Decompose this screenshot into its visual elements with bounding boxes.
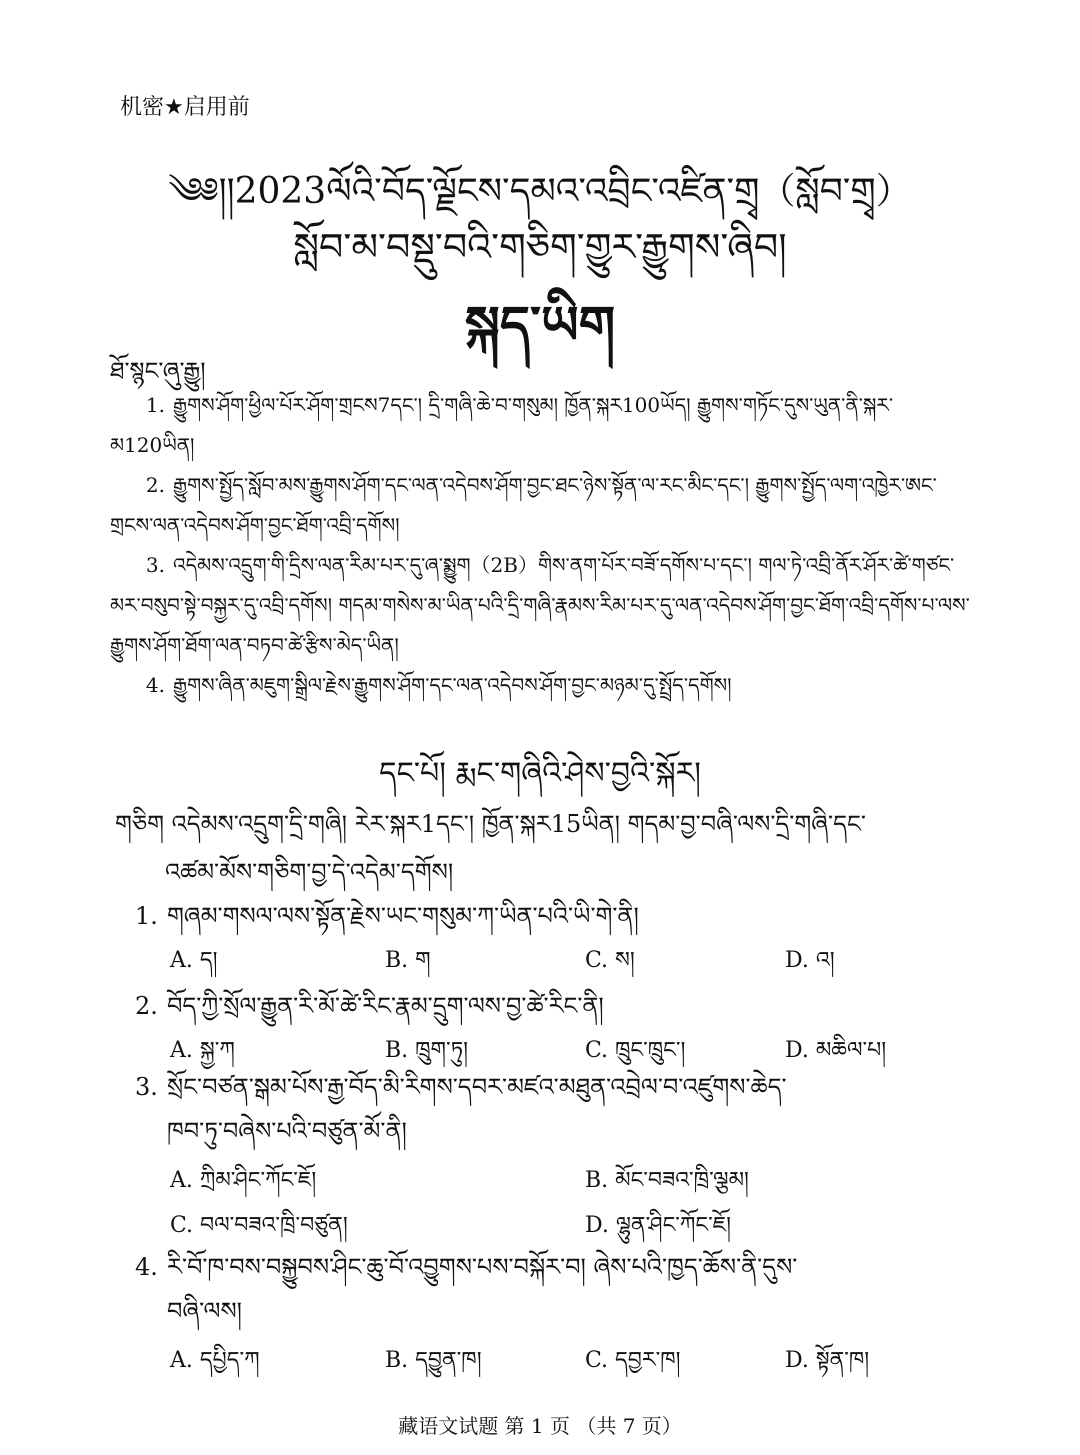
note-number: 1. bbox=[145, 393, 165, 417]
note-item bbox=[110, 665, 970, 705]
option-d[interactable]: D. མཆིལ་པ། bbox=[785, 1038, 887, 1063]
note-number: 3. bbox=[145, 553, 165, 577]
question-number: 4. bbox=[135, 1253, 158, 1281]
question-number: 3. bbox=[135, 1073, 158, 1101]
question-text-continued: ཁབ་ཏུ་བཞེས་པའི་བཙུན་མོ་ནི། bbox=[167, 1117, 407, 1145]
exam-title-line2: སློབ་མ་བསྡུ་བའི་གཅིག་གྱུར་རྒྱུགས་ཞིབ། bbox=[293, 225, 787, 269]
option-b[interactable]: B. དབྱུན་ཁ། bbox=[385, 1348, 482, 1373]
option-d[interactable]: D. ལྷུན་ཤིང་ཀོང་ཇོ། bbox=[585, 1213, 732, 1238]
question-4 bbox=[135, 1245, 975, 1333]
question-text: སྲོང་བཙན་སྒམ་པོས་རྒྱ་བོད་མི་རིགས་དབར་མཛའ་མཐུན་འབྲེལ་བ་འཛུགས་ཆེད་ bbox=[167, 1073, 787, 1101]
option-d[interactable]: D. སྟོན་ཁ། bbox=[785, 1348, 870, 1373]
page-footer: 藏语文试题 第 1 页 （共 7 页） bbox=[398, 1414, 682, 1438]
option-b[interactable]: B. ཁྲུག་ཏུ། bbox=[385, 1038, 469, 1063]
option-d[interactable]: D. འ། bbox=[785, 948, 835, 973]
option-c[interactable]: C. བལ་བཟའ་ཁྲི་བཙུན། bbox=[170, 1213, 348, 1238]
question-text: རི་བོ་ཁ་བས་བསྐྱུབས་ཤིང་ཆུ་བོ་འབྱུགས་པས་བསྐོར་བ། ཞེས་པའི་ཁྱད་ཆོས་ནི་དུས་ bbox=[167, 1253, 798, 1281]
section-title: དང་པོ། རྨང་གཞིའི་ཤེས་བྱའི་སྐོར། bbox=[379, 756, 701, 791]
option-a[interactable]: A. དཔྱིད་ཀ bbox=[170, 1348, 260, 1373]
option-b[interactable]: B. ག bbox=[385, 948, 431, 973]
note-text: རྒྱུགས་ཤོག་ཕྱིལ་པོར་ཤོག་གྲངས7དང་། དྲི་གཞི་ཆེ་བ་གསུམ། ཁྱོན་སྐར100ཡོད། རྒྱུགས་གཏོང་དུས་ཡུན་ནི་སྐར་མ120ཡིན། bbox=[110, 393, 894, 457]
option-a[interactable]: A. ད། bbox=[170, 948, 218, 973]
exam-subject-title: སྐད་ཡིག bbox=[464, 295, 616, 356]
option-b[interactable]: B. མོང་བཟའ་ཁྲི་ལྕམ། bbox=[585, 1168, 749, 1193]
question-number: 1. bbox=[135, 902, 158, 930]
note-text: རྒྱུགས་སྤྱོད་སློབ་མས་རྒྱུགས་ཤོག་དང་ལན་འདེབས་ཤོག་བྱང་ཐང་ཉེས་སྟོན་ལ་རང་མིང་དང་། རྒྱུགས་སྤྱོད་ལག་འཁྱེར་ཨང་གྲངས་ལན་འདེབས་ཤོག་བྱང་ཐོག་འབྲི་དགོས། bbox=[110, 473, 937, 537]
option-a[interactable]: A. ཀྲིམ་ཤིང་ཀོང་ཇོ། bbox=[170, 1168, 317, 1193]
option-c[interactable]: C. ཁྲུང་ཁྲུང་། bbox=[585, 1038, 686, 1063]
option-c[interactable]: C. ས། bbox=[585, 948, 635, 973]
secret-label: 机密★启用前 bbox=[120, 95, 250, 120]
instruction-line1: གཅིག འདེམས་འདྲུག་དྲི་གཞི། རེར་སྐར1དང་། ཁྱོན་སྐར15ཡིན། གདམ་བྱ་བཞི་ལས་དྲི་གཞི་དང་ bbox=[115, 810, 866, 838]
note-text: འདེམས་འདྲུག་གི་དྲིས་ལན་རིམ་པར་དུ་ཞ་སྨྱུག（2B）གིས་ནག་པོར་བཟོ་དགོས་པ་དང་། གལ་ཏེ་འབྲི་ནོར་ཤོར་ཚེ་གཙང་མར་བསུབ་སྟེ་བསྐྱར་དུ་འབྲི་དགོས། གདམ་གསེས་མ་ཡིན་པའི་དྲི་གཞི་རྣམས་རིམ་པར་དུ་ལན་འདེབས་ཤོག་བྱང་ཐོག་འབྲི་དགོས་པ་ལས་རྒྱུགས་ཤོག་ཐོག་ལན་བཏབ་ཚེ་རྩིས་མེད་ཡིན། bbox=[110, 553, 970, 657]
note-number: 4. bbox=[145, 673, 165, 697]
exam-title-line1: ༄༅།།2023ལོའི་བོད་ལྗོངས་དམའ་འབྲིང་འཛིན་གྲྭ（སློབ་གྲྭ） bbox=[168, 171, 912, 212]
question-number: 2. bbox=[135, 992, 158, 1020]
question-text: གཞམ་གསལ་ལས་སྟོན་རྗེས་ཡང་གསུམ་ཀ་ཡིན་པའི་ཡི་གེ་ནི། bbox=[167, 902, 639, 930]
option-c[interactable]: C. དབྱར་ཁ། bbox=[585, 1348, 681, 1373]
note-item bbox=[110, 465, 970, 545]
option-a[interactable]: A. སྐྱ་ཀ bbox=[170, 1038, 235, 1063]
question-1 bbox=[135, 890, 975, 957]
section-instruction bbox=[115, 800, 975, 896]
note-number: 2. bbox=[145, 473, 165, 497]
question-3 bbox=[135, 1065, 975, 1153]
instruction-line2: འཚམ་མོས་གཅིག་བྱ་དེ་འདེམ་དགོས། bbox=[165, 858, 454, 886]
note-text: རྒྱུགས་ཞིན་མཇུག་སྒྲིལ་རྗེས་རྒྱུགས་ཤོག་དང་ལན་འདེབས་ཤོག་བྱང་མཉམ་དུ་སྤྲོད་དགོས། bbox=[173, 673, 732, 697]
note-item bbox=[110, 385, 970, 465]
question-text-continued: བཞི་ལས། bbox=[167, 1297, 242, 1325]
note-item bbox=[110, 545, 970, 665]
notes-heading: ཐོ་སྙང་ཞུ་རྒྱུ། bbox=[110, 357, 206, 385]
question-text: བོད་ཀྱི་སྲོལ་རྒྱུན་རི་མོ་ཚེ་རིང་རྣམ་དྲུག་ལས་བྱ་ཚེ་རིང་ནི། bbox=[167, 992, 604, 1020]
